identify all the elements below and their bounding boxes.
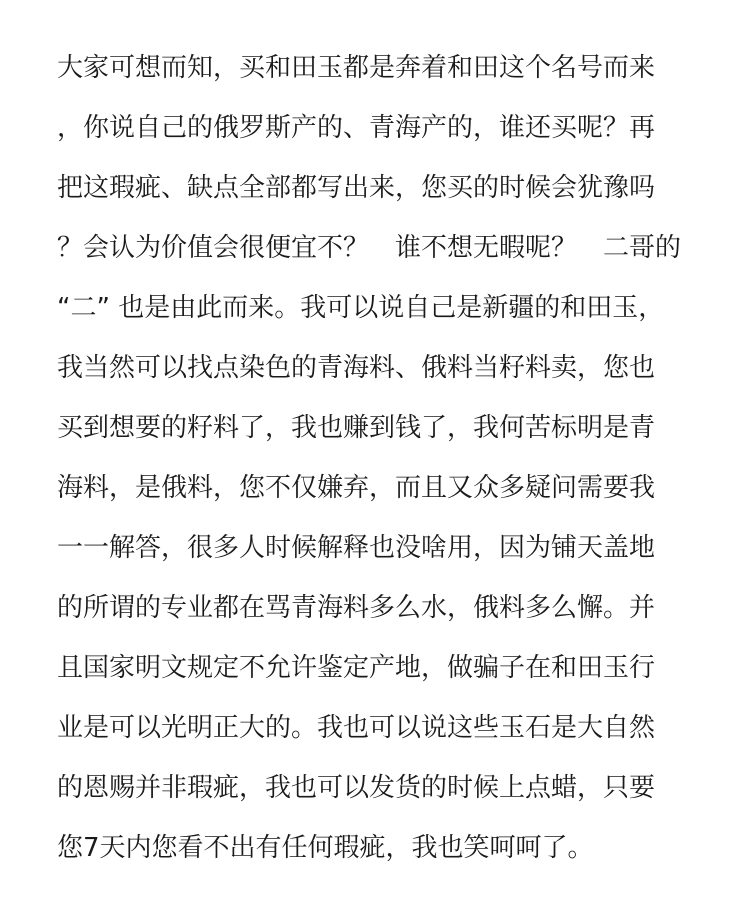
text-line-12: 业是可以光明正大的。我也可以说这些玉石是大自然: [57, 713, 656, 743]
text-line-13: 的恩赐并非瑕疵，我也可以发货的时候上点蜡，只要: [57, 773, 656, 803]
text-line-10: 的所谓的专业都在骂青海料多么水，俄料多么懈。并: [57, 593, 656, 623]
text-line-4: ？会认为价值会很便宜不？ 谁不想无暇呢？ 二哥的: [57, 233, 682, 263]
text-line-2: ，你说自己的俄罗斯产的、青海产的，谁还买呢？再: [57, 113, 656, 143]
text-line-7: 买到想要的籽料了，我也赚到钱了，我何苦标明是青: [57, 413, 656, 443]
text-line-1: 大家可想而知，买和田玉都是奔着和田这个名号而来: [57, 53, 656, 83]
text-line-6: 我当然可以找点染色的青海料、俄料当籽料卖，您也: [57, 353, 656, 383]
text-line-8: 海料，是俄料，您不仅嫌弃，而且又众多疑问需要我: [57, 473, 656, 503]
text-line-5: “二” 也是由此而来。我可以说自己是新疆的和田玉，: [57, 293, 665, 323]
text-line-11: 且国家明文规定不允许鉴定产地，做骗子在和田玉行: [57, 653, 656, 683]
article-text: [57, 38, 717, 878]
text-line-3: 把这瑕疵、缺点全部都写出来，您买的时候会犹豫吗: [57, 173, 656, 203]
text-line-14: 您7天内您看不出有任何瑕疵，我也笑呵呵了。: [57, 833, 594, 863]
text-line-9: 一一解答，很多人时候解释也没啥用，因为铺天盖地: [57, 533, 656, 563]
